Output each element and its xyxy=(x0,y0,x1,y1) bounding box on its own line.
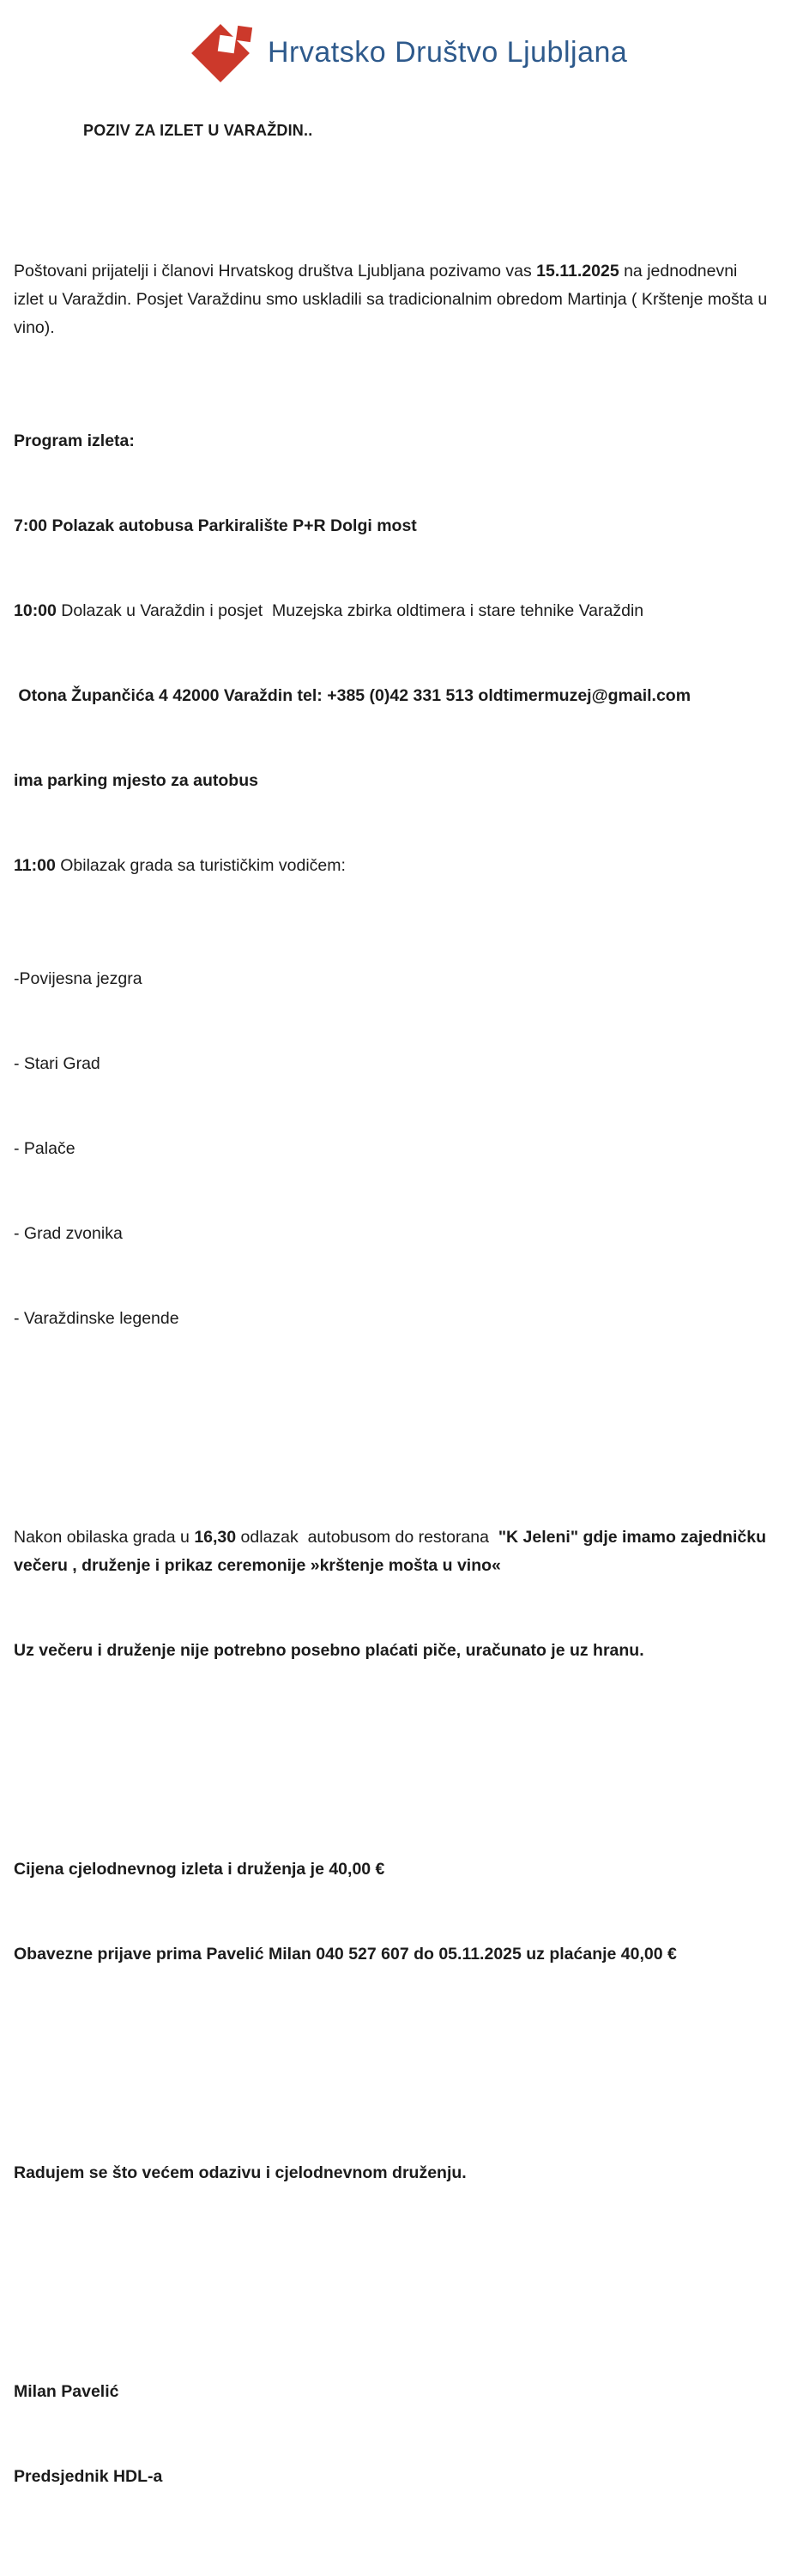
intro-paragraph xyxy=(14,257,772,342)
arrival-time: 10:00 xyxy=(14,601,57,620)
trip-date: 15.11.2025 xyxy=(536,262,619,281)
logo-red-square-shape xyxy=(236,26,252,42)
letter-body xyxy=(14,172,772,2576)
restaurant-info: "K Jeleni" gdje imamo zajedničku večeru , druženje i prikaz ceremonije »krštenje mošta u vino« xyxy=(14,1528,771,1575)
price-line: Cijena cjelodnevnog izleta i druženja je 40,00 € xyxy=(14,1860,385,1879)
blank-line xyxy=(14,1418,769,1439)
tour-text: Obilazak grada sa turističkim vodičem: xyxy=(55,856,346,875)
tour-time: 11:00 xyxy=(14,856,56,875)
dinner-text-mid: odlazak autobusom do restorana xyxy=(236,1528,498,1547)
arrival-text: Dolazak u Varaždin i posjet Muzejska zbirka oldtimera i stare tehnike Varaždin xyxy=(56,601,644,620)
sight-item: - Varaždinske legende xyxy=(14,1309,179,1328)
intro-text-pre: Poštovani prijatelji i članovi Hrvatskog društva Ljubljana pozivamo vas xyxy=(14,262,537,281)
sight-item: - Stari Grad xyxy=(14,1054,100,1073)
program-line-departure: 7:00 Polazak autobusa Parkiralište P+R Dolgi most xyxy=(14,516,417,535)
logo-white-square-shape xyxy=(218,35,236,53)
sight-item: - Palače xyxy=(14,1139,75,1158)
blank-line xyxy=(14,2272,769,2293)
drinks-note: Uz večeru i druženje nije potrebno posebno plaćati piče, uračunato je uz hranu. xyxy=(14,1641,644,1660)
sight-item: - Grad zvonika xyxy=(14,1224,123,1243)
organization-name: Hrvatsko Društvo Ljubljana xyxy=(268,36,628,69)
dinner-paragraph xyxy=(14,1523,769,1580)
signature-role: Predsjednik HDL-a xyxy=(14,2467,163,2486)
registration-line: Obavezne prijave prima Pavelić Milan 040 527 607 do 05.11.2025 uz plaćanje 40,00 € xyxy=(14,1945,677,1964)
dinner-time: 16,30 xyxy=(194,1528,237,1547)
program-line-parking: ima parking mjesto za autobus xyxy=(14,771,258,790)
document-title: POZIV ZA IZLET U VARAŽDIN.. xyxy=(83,122,313,139)
signature-name: Milan Pavelić xyxy=(14,2382,119,2401)
closing-line: Radujem se što većem odazivu i cjelodnevnom druženju. xyxy=(14,2163,467,2182)
blank-line xyxy=(14,1750,769,1771)
dinner-text-pre: Nakon obilaska grada u xyxy=(14,1528,195,1547)
program-heading: Program izleta: xyxy=(14,431,135,450)
blank-line xyxy=(14,2054,769,2074)
intro-text-post: na jednodnevni izlet u Varaždin. Posjet Varaždinu smo uskladili sa tradicionalnim obredom Martinja ( Krštenje mošta u vino). xyxy=(14,262,772,337)
letterhead xyxy=(0,0,803,113)
sight-item: -Povijesna jezgra xyxy=(14,969,142,988)
program-line-arrival xyxy=(14,597,769,625)
hdl-logo-icon xyxy=(192,13,269,100)
program-line-tour xyxy=(14,852,769,880)
program-line-museum-address: Otona Župančića 4 42000 Varaždin tel: +385 (0)42 331 513 oldtimermuzej@gmail.com xyxy=(14,686,691,705)
